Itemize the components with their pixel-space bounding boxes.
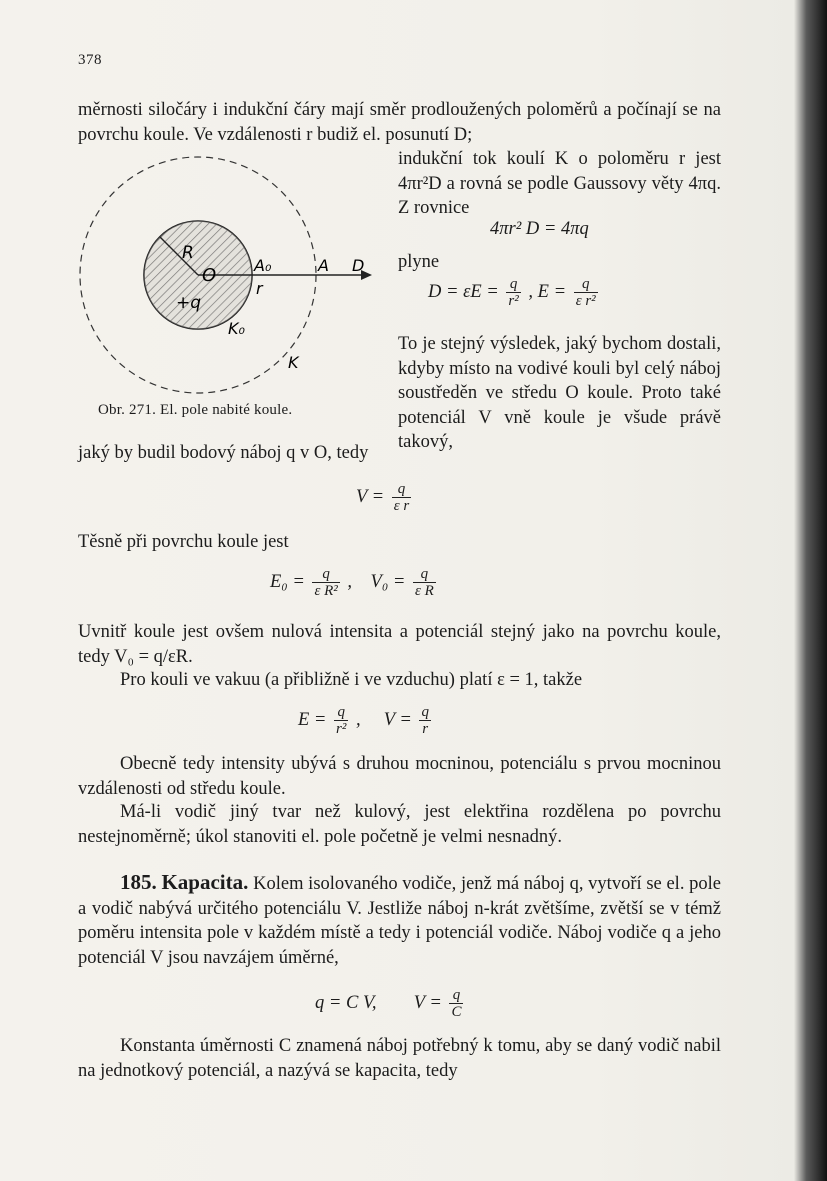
equation-capacity: q = C V, V = $\frac{q}{C}$ [315, 987, 462, 1020]
paragraph-general: Obecně tedy intensity ubývá s druhou mocninou, potenciálu s prvou mocninou vzdálenosti od středu koule. [78, 754, 721, 799]
label-R: R [182, 243, 194, 263]
paragraph-other-shape: Má-li vodič jiný tvar než kulový, jest elektřina rozdělena po povrchu nestejnoměrně; úkol stanoviti el. pole početně je velmi nesnadný. [78, 802, 721, 847]
equation-potential: V = $\frac{q}{\text{ε r}}$ [356, 481, 410, 514]
label-D: D [352, 256, 365, 275]
label-A: A [318, 256, 329, 275]
text-plyne: plyne [398, 252, 440, 272]
paragraph-inside: Uvnitř koule jest ovšem nulová intensita a potenciál stejný jako na povrchu koule, tedy V₀ = q/εR. [78, 622, 721, 667]
equation-surface: E₀ = $\frac{q}{\text{ε R²}}$ , V₀ = $\frac{q}{\text{ε R}}$ [270, 566, 434, 599]
paragraph-capacity: Kolem isolovaného vodiče, jenž má náboj q, vytvoří se el. pole a vodič nabývá určitého potenciálu V. Jestliže náboj n-krát zvětšíme, zvětší se v témž poměru intensita pole v každém místě a tedy i potenciál vodiče. Náboj vodiče q a jeho potenciál V jsou navzájem úměrné, [78, 874, 722, 968]
intro-paragraph: měrnosti siločáry i indukční čáry mají směr prodloužených poloměrů a počínají se na povrchu koule. Ve vzdálenosti r budiž el. posunutí D; [78, 100, 721, 145]
section-capacity [78, 870, 721, 970]
text-after-figure: jaký by budil bodový náboj q v O, tedy [78, 443, 369, 463]
label-O: O [202, 265, 217, 286]
equation-displacement: D = εE = $\frac{q}{\text{r²}}$ , E = $\frac{q}{\text{ε r²}}$ [428, 276, 596, 309]
section-title: Kapacita. [161, 870, 249, 894]
section-number: 185. [120, 870, 157, 894]
label-A0: A₀ [254, 256, 272, 275]
figure-caption: Obr. 271. El. pole nabité koule. [98, 402, 293, 418]
text-near-surface: Těsně při povrchu koule jest [78, 532, 289, 552]
paragraph-vacuum: Pro kouli ve vakuu (a přibližně i ve vzduchu) platí ε = 1, takže [120, 670, 583, 690]
equation-gauss: 4πr² D = 4πq [490, 219, 589, 239]
page-number: 378 [78, 52, 102, 68]
charged-sphere-figure [78, 150, 398, 400]
label-charge: +q [176, 293, 202, 313]
label-r: r [256, 279, 263, 298]
right-column-text-1: indukční tok koulí K o poloměru r jest 4πr²D a rovná se podle Gaussovy věty 4πq. Z rovnice [398, 149, 721, 218]
equation-vacuum: E = $\frac{q}{\text{r²}}$ , V = $\frac{q}{r}$ [298, 704, 429, 737]
label-K0: K₀ [228, 319, 245, 338]
paragraph-constant: Konstanta úměrnosti C znamená náboj potřebný k tomu, aby se daný vodič nabil na jednotkový potenciál, a nazývá se kapacita, tedy [78, 1036, 721, 1081]
label-K: K [288, 353, 299, 372]
right-column-text-2: To je stejný výsledek, jaký bychom dostali, kdyby místo na vodivé kouli byl celý náboj soustředěn ve středu O koule. Proto také potenciál V vně koule je všude právě takový, [398, 334, 721, 452]
